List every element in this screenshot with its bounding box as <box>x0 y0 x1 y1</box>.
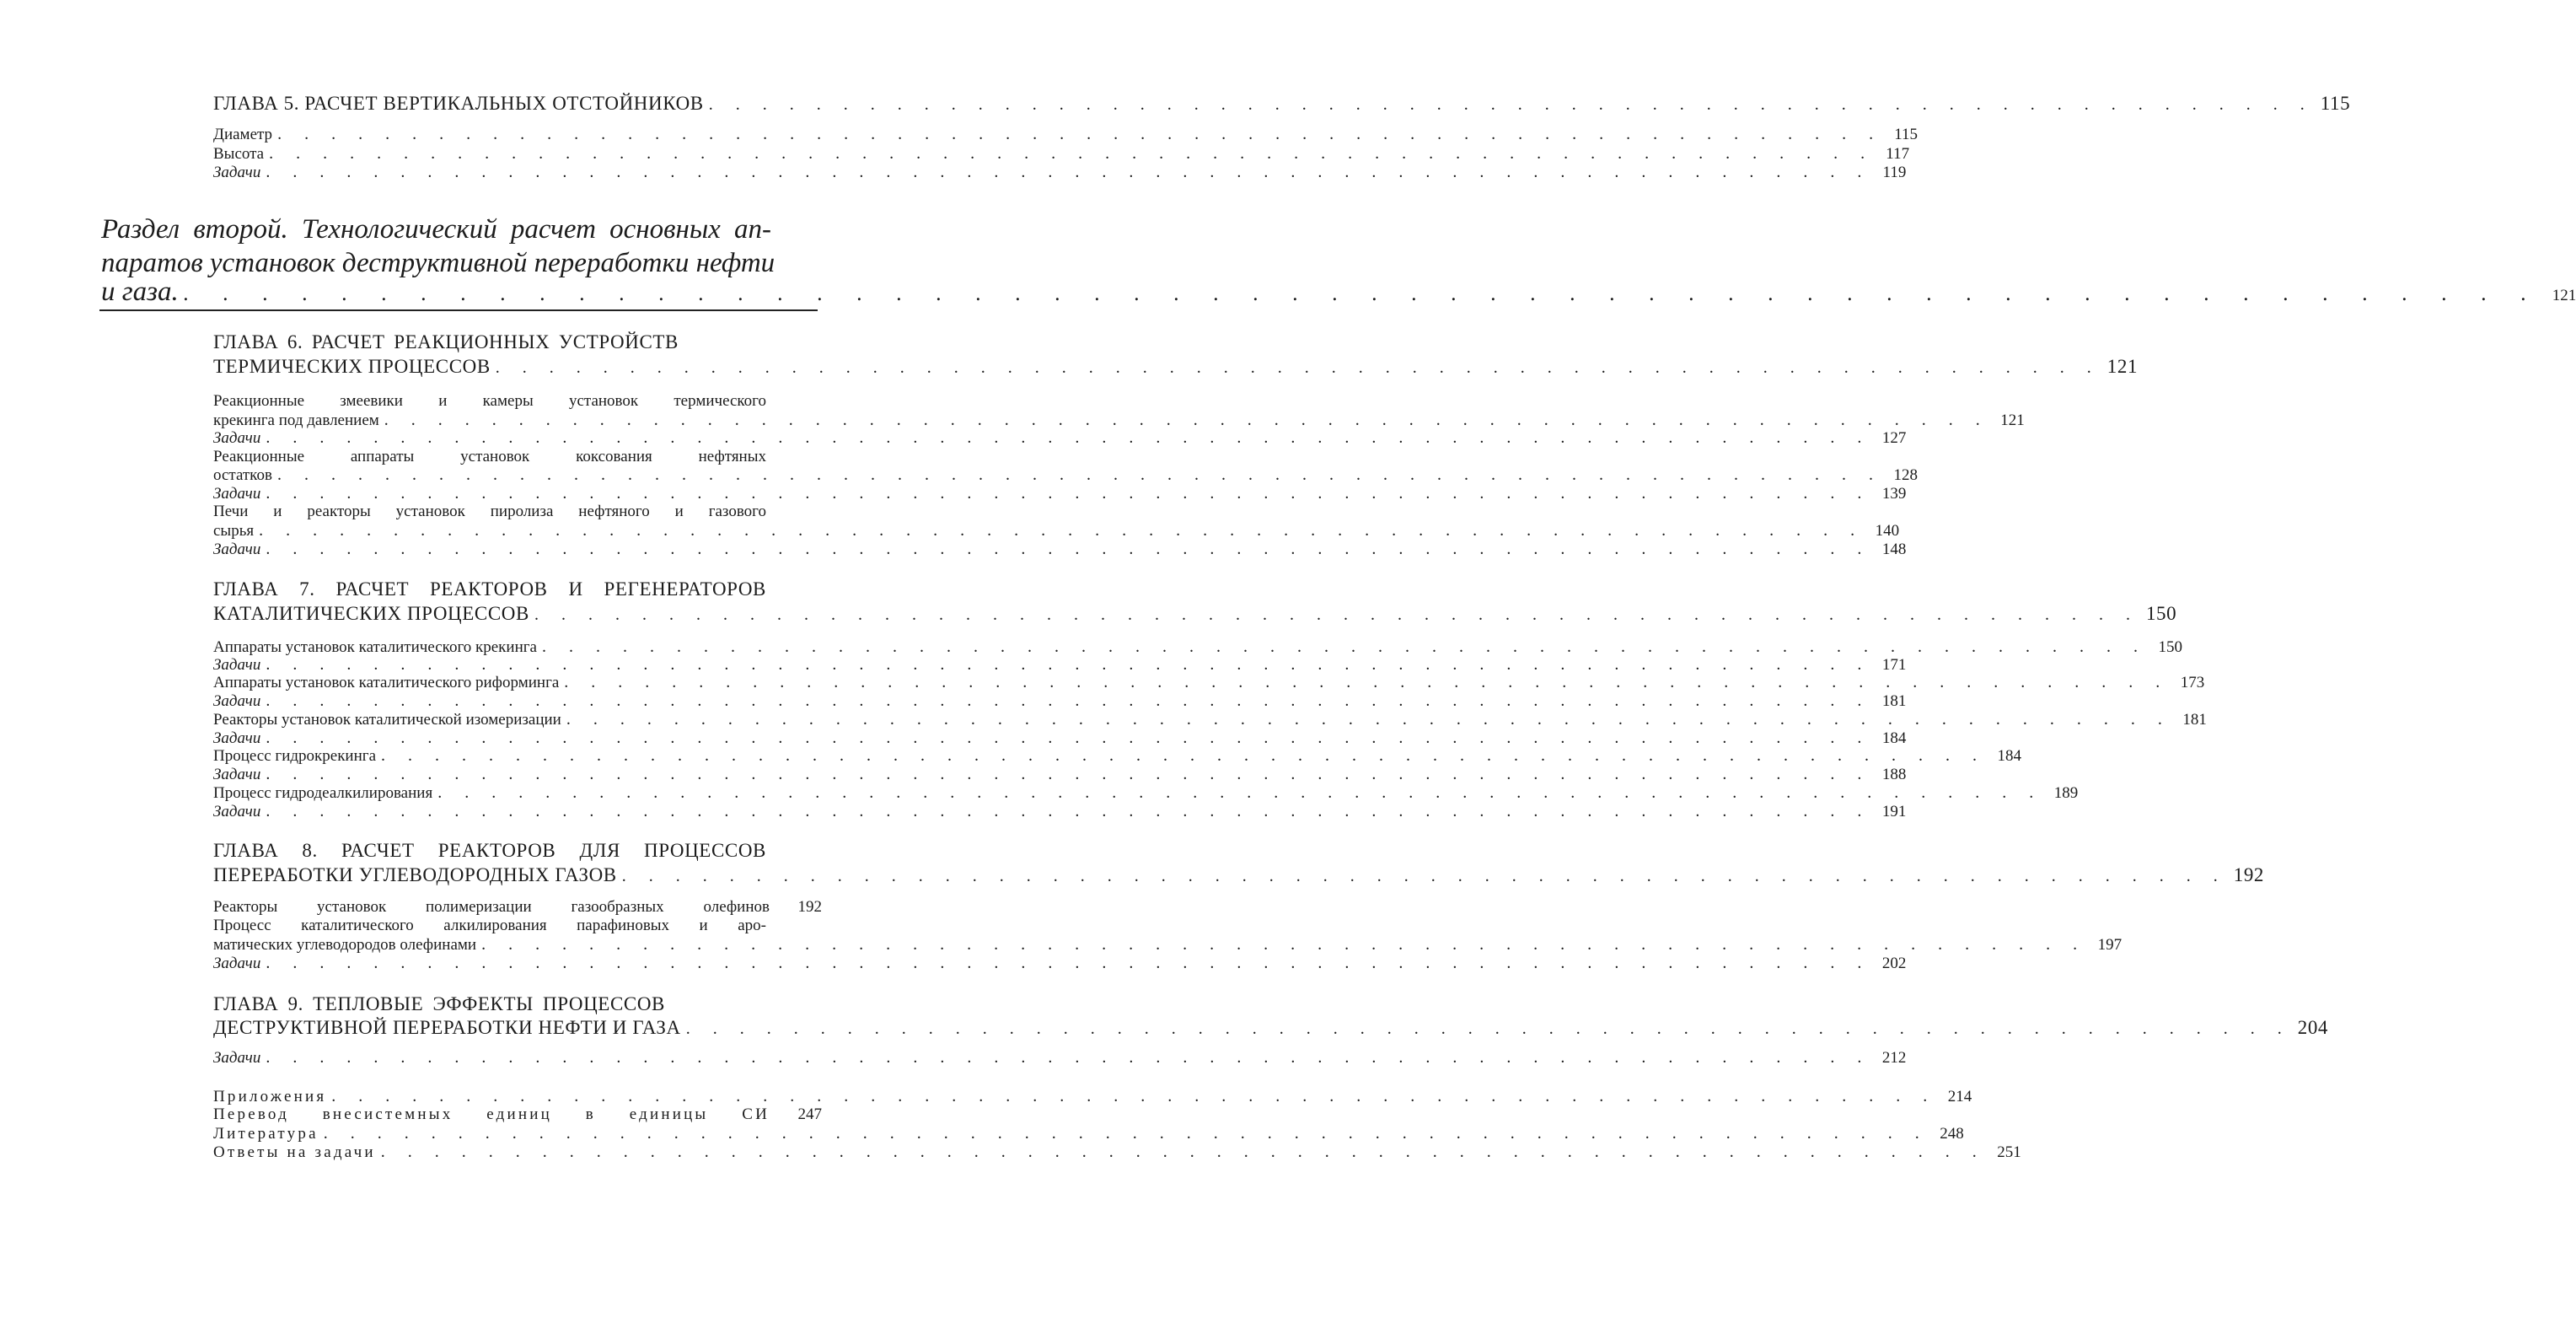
entry-title: Задачи <box>213 729 261 747</box>
entry-title: Приложения <box>213 1088 327 1105</box>
page-number: 214 <box>1947 1088 1972 1105</box>
toc-entry-answers[interactable] <box>213 1143 2021 1162</box>
page-number: 173 <box>2180 674 2205 691</box>
entry-title: Задачи <box>213 803 261 820</box>
entry-title: Аппараты установок каталитического крекинга <box>213 638 537 656</box>
toc-entry-literature[interactable] <box>213 1124 1964 1143</box>
leader-dots: . . . . . . . . . . . . . . . . . . . . . . . . . . . . . . . . . . . . . . . . . . . . . . . . . . . . . . . . . . . . <box>534 605 2139 624</box>
toc-chapter-9[interactable] <box>213 1017 2329 1039</box>
toc-entry[interactable] <box>213 691 1907 711</box>
page-number: 121 <box>2106 356 2139 377</box>
page-number: 189 <box>2053 784 2079 802</box>
entry-title: крекинга под давлением <box>213 411 379 429</box>
entry-title: Задачи <box>213 429 261 447</box>
toc-chapter-6[interactable] <box>213 356 2139 378</box>
toc-entry[interactable] <box>213 411 2025 430</box>
entry-title: матических углеводородов олефинами <box>213 936 477 954</box>
leader-dots: . . . . . . . . . . . . . . . . . . . . . . . . . . . . . . . . . . . . . . . . . . . . . . . . . . . . . . . . . . . . <box>384 411 1989 429</box>
chapter-title-line-2: ТЕРМИЧЕСКИХ ПРОЦЕССОВ <box>213 356 491 377</box>
entry-title: Аппараты установок каталитического риформинга <box>213 674 560 691</box>
chapter-title: ГЛАВА 5. РАСЧЕТ ВЕРТИКАЛЬНЫХ ОТСТОЙНИКОВ <box>213 93 704 114</box>
page-number: 247 <box>797 1105 822 1123</box>
page-number: 184 <box>1997 747 2021 765</box>
page-number: 197 <box>2097 936 2123 954</box>
horizontal-rule <box>99 309 818 311</box>
page-number: 181 <box>1881 692 1907 710</box>
entry-line-1: Печи и реакторы установок пиролиза нефтяного и газового <box>213 503 766 520</box>
toc-entry[interactable] <box>213 673 2205 692</box>
leader-dots: . . . . . . . . . . . . . . . . . . . . . . . . . . . . . . . . . . . . . . . . . . . . . . . . . . . . . . . . . . . . <box>266 428 1871 447</box>
page-number: 140 <box>1875 522 1900 540</box>
page-number: 139 <box>1881 485 1907 503</box>
page-number: 248 <box>1940 1125 1964 1143</box>
leader-dots: . . . . . . . . . . . . . . . . . . . . . . . . . . . . . . . . . . . . . . . . . . . . . . . . . . . . . . . . . . . . <box>380 1143 1986 1161</box>
entry-line-1: Реакционные аппараты установок коксования нефтяных <box>213 448 766 465</box>
leader-dots: . . . . . . . . . . . . . . . . . . . . . . . . . . . . . . . . . . . . . . . . . . . . . . . . . . . . . . . . . . . . <box>266 163 1871 181</box>
chapter-7-title-line-1: ГЛАВА 7. РАСЧЕТ РЕАКТОРОВ И РЕГЕНЕРАТОРОВ <box>213 578 766 600</box>
page-number: 251 <box>1997 1143 2021 1161</box>
page-number: 148 <box>1881 541 1907 558</box>
leader-dots: . . . . . . . . . . . . . . . . . . . . . . . . . . . . . . . . . . . . . . . . . . . . . . . . . . . . . . . . . . . . <box>381 746 1986 765</box>
leader-dots: . . . . . . . . . . . . . . . . . . . . . . . . . . . . . . . . . . . . . . . . . . . . . . . . . . . . . . . . . . . . <box>566 710 2171 729</box>
leader-dots: . . . . . . . . . . . . . . . . . . . . . . . . . . . . . . . . . . . . . . . . . . . . . . . . . . . . . . . . . . . . <box>621 867 2227 885</box>
leader-dots: . . . . . . . . . . . . . . . . . . . . . . . . . . . . . . . . . . . . . . . . . . . . . . . . . . . . . . . . . . . . <box>183 281 2541 305</box>
entry-title: Задачи <box>213 955 261 972</box>
toc-entry[interactable] <box>213 935 2123 955</box>
leader-dots: . . . . . . . . . . . . . . . . . . . . . . . . . . . . . . . . . . . . . . . . . . . . . . . . . . . . . . . . . . . . <box>685 1019 2291 1038</box>
entry-title: Процесс гидродеалкилирования <box>213 784 433 802</box>
section-heading-line-2: паратов установок деструктивной переработки нефти <box>101 248 775 278</box>
chapter-title-line-2: ДЕСТРУКТИВНОЙ ПЕРЕРАБОТКИ НЕФТИ И ГАЗА <box>213 1017 681 1038</box>
toc-entry[interactable] <box>213 710 2207 729</box>
toc-entry[interactable] <box>213 655 1907 675</box>
entry-title: Задачи <box>213 541 261 558</box>
entry-title: Процесс гидрокрекинга <box>213 747 376 765</box>
toc-entry[interactable] <box>213 521 1900 541</box>
toc-entry[interactable] <box>213 1048 1907 1068</box>
toc-entry[interactable] <box>213 746 2021 766</box>
leader-dots: . . . . . . . . . . . . . . . . . . . . . . . . . . . . . . . . . . . . . . . . . . . . . . . . . . . . . . . . . . . . <box>269 144 1875 163</box>
toc-chapter-5[interactable] <box>213 93 2351 115</box>
leader-dots: . . . . . . . . . . . . . . . . . . . . . . . . . . . . . . . . . . . . . . . . . . . . . . . . . . . . . . . . . . . . <box>277 125 1883 143</box>
entry-title: Диаметр <box>213 126 273 143</box>
page-number: 115 <box>2320 93 2351 114</box>
entry-title: Задачи <box>213 485 261 503</box>
entry-title: Задачи <box>213 656 261 674</box>
leader-dots: . . . . . . . . . . . . . . . . . . . . . . . . . . . . . . . . . . . . . . . . . . . . . . . . . . . . . . . . . . . . <box>437 783 2043 802</box>
leader-dots: . . . . . . . . . . . . . . . . . . . . . . . . . . . . . . . . . . . . . . . . . . . . . . . . . . . . . . . . . . . . <box>259 521 1865 540</box>
page-number: 150 <box>2145 603 2177 624</box>
entry-title: Ответы на задачи <box>213 1143 376 1161</box>
leader-dots: . . . . . . . . . . . . . . . . . . . . . . . . . . . . . . . . . . . . . . . . . . . . . . . . . . . . . . . . . . . . <box>266 540 1871 558</box>
leader-dots: . . . . . . . . . . . . . . . . . . . . . . . . . . . . . . . . . . . . . . . . . . . . . . . . . . . . . . . . . . . . <box>266 765 1871 783</box>
page-number: 117 <box>1886 145 1910 163</box>
entry-title: Высота <box>213 145 265 163</box>
leader-dots: . . . . . . . . . . . . . . . . . . . . . . . . . . . . . . . . . . . . . . . . . . . . . . . . . . . . . . . . . . . . <box>266 484 1871 503</box>
page-number: 121 <box>2552 287 2576 304</box>
toc-entry-appendices[interactable] <box>213 1087 1972 1106</box>
chapter-8-title-line-1: ГЛАВА 8. РАСЧЕТ РЕАКТОРОВ ДЛЯ ПРОЦЕССОВ <box>213 840 766 861</box>
leader-dots: . . . . . . . . . . . . . . . . . . . . . . . . . . . . . . . . . . . . . . . . . . . . . . . . . . . . . . . . . . . . <box>323 1124 1929 1143</box>
section-heading-line-1: Раздел второй. Технологический расчет основных ап- <box>101 214 771 245</box>
page-number: 115 <box>1894 126 1919 143</box>
toc-entry[interactable] <box>213 729 1907 748</box>
leader-dots: . . . . . . . . . . . . . . . . . . . . . . . . . . . . . . . . . . . . . . . . . . . . . . . . . . . . . . . . . . . . <box>495 358 2101 377</box>
chapter-title-line-2: ПЕРЕРАБОТКИ УГЛЕВОДОРОДНЫХ ГАЗОВ <box>213 864 617 885</box>
entry-title: Литература <box>213 1125 319 1143</box>
leader-dots: . . . . . . . . . . . . . . . . . . . . . . . . . . . . . . . . . . . . . . . . . . . . . . . . . . . . . . . . . . . . <box>266 954 1871 972</box>
toc-entry[interactable] <box>213 765 1907 784</box>
leader-dots: . . . . . . . . . . . . . . . . . . . . . . . . . . . . . . . . . . . . . . . . . . . . . . . . . . . . . . . . . . . . <box>481 935 2087 954</box>
leader-dots: . . . . . . . . . . . . . . . . . . . . . . . . . . . . . . . . . . . . . . . . . . . . . . . . . . . . . . . . . . . . <box>266 729 1871 747</box>
entry-title: Задачи <box>213 164 261 181</box>
toc-entry[interactable] <box>213 898 822 917</box>
toc-entry[interactable] <box>213 637 2182 657</box>
entry-title: Перевод внесистемных единиц в единицы СИ <box>213 1105 770 1123</box>
leader-dots: . . . . . . . . . . . . . . . . . . . . . . . . . . . . . . . . . . . . . . . . . . . . . . . . . . . . . . . . . . . . <box>266 655 1871 674</box>
chapter-9-title-line-1: ГЛАВА 9. ТЕПЛОВЫЕ ЭФФЕКТЫ ПРОЦЕССОВ <box>213 993 665 1014</box>
page-number: 212 <box>1881 1049 1907 1067</box>
entry-title: сырья <box>213 522 255 540</box>
page-number: 171 <box>1881 656 1907 674</box>
chapter-6-title-line-1: ГЛАВА 6. РАСЧЕТ РЕАКЦИОННЫХ УСТРОЙСТВ <box>213 331 679 352</box>
leader-dots: . . . . . . . . . . . . . . . . . . . . . . . . . . . . . . . . . . . . . . . . . . . . . . . . . . . . . . . . . . . . <box>266 691 1871 710</box>
page-number: 188 <box>1881 766 1907 783</box>
toc-entry[interactable] <box>213 428 1907 448</box>
leader-dots: . . . . . . . . . . . . . . . . . . . . . . . . . . . . . . . . . . . . . . . . . . . . . . . . . . . . . . . . . . . . <box>564 673 2170 691</box>
entry-title: Реакторы установок полимеризации газообразных олефинов <box>213 898 770 916</box>
page-number: 127 <box>1881 429 1907 447</box>
entry-line-1: Реакционные змеевики и камеры установок термического <box>213 392 766 410</box>
toc-section-2[interactable] <box>101 277 2576 308</box>
toc-entry[interactable] <box>213 540 1907 559</box>
page-number: 119 <box>1882 164 1907 181</box>
toc-entry-unit-conversion[interactable] <box>213 1105 822 1124</box>
leader-dots: . . . . . . . . . . . . . . . . . . . . . . . . . . . . . . . . . . . . . . . . . . . . . . . . . . . . . . . . . . . . <box>541 637 2147 656</box>
page-number: 121 <box>2000 411 2025 429</box>
toc-entry[interactable] <box>213 163 1907 182</box>
page-number: 181 <box>2182 711 2207 729</box>
section-heading-line-3: и газа. <box>101 277 179 307</box>
entry-line-1: Процесс каталитического алкилирования парафиновых и аро- <box>213 917 766 934</box>
toc-chapter-8[interactable] <box>213 864 2265 886</box>
entry-title: Задачи <box>213 1049 261 1067</box>
entry-title: Задачи <box>213 692 261 710</box>
leader-dots: . . . . . . . . . . . . . . . . . . . . . . . . . . . . . . . . . . . . . . . . . . . . . . . . . . . . . . . . . . . . <box>331 1087 1937 1105</box>
toc-entry[interactable] <box>213 802 1907 821</box>
leader-dots: . . . . . . . . . . . . . . . . . . . . . . . . . . . . . . . . . . . . . . . . . . . . . . . . . . . . . . . . . . . . <box>266 802 1871 820</box>
entry-title: Реакторы установок каталитической изомеризации <box>213 711 561 729</box>
toc-entry[interactable] <box>213 783 2079 803</box>
toc-entry[interactable] <box>213 465 1918 485</box>
page-number: 191 <box>1881 803 1907 820</box>
toc-entry[interactable] <box>213 954 1907 973</box>
leader-dots: . . . . . . . . . . . . . . . . . . . . . . . . . . . . . . . . . . . . . . . . . . . . . . . . . . . . . . . . . . . . <box>276 465 1882 484</box>
page-number: 150 <box>2158 638 2182 656</box>
entry-title: Задачи <box>213 766 261 783</box>
page-number: 202 <box>1881 955 1907 972</box>
entry-title: остатков <box>213 466 272 484</box>
toc-entry[interactable] <box>213 125 1919 144</box>
toc-entry[interactable] <box>213 484 1907 503</box>
toc-entry[interactable] <box>213 144 1910 164</box>
page-number: 192 <box>2233 864 2265 885</box>
chapter-title-line-2: КАТАЛИТИЧЕСКИХ ПРОЦЕССОВ <box>213 603 529 624</box>
page-number: 184 <box>1881 729 1907 747</box>
page-number: 204 <box>2297 1017 2329 1038</box>
leader-dots: . . . . . . . . . . . . . . . . . . . . . . . . . . . . . . . . . . . . . . . . . . . . . . . . . . . . . . . . . . . . <box>266 1048 1871 1067</box>
page-number: 192 <box>797 898 822 916</box>
toc-chapter-7[interactable] <box>213 603 2177 625</box>
page-number: 128 <box>1893 466 1918 484</box>
leader-dots: . . . . . . . . . . . . . . . . . . . . . . . . . . . . . . . . . . . . . . . . . . . . . . . . . . . . . . . . . . . . <box>708 95 2314 114</box>
